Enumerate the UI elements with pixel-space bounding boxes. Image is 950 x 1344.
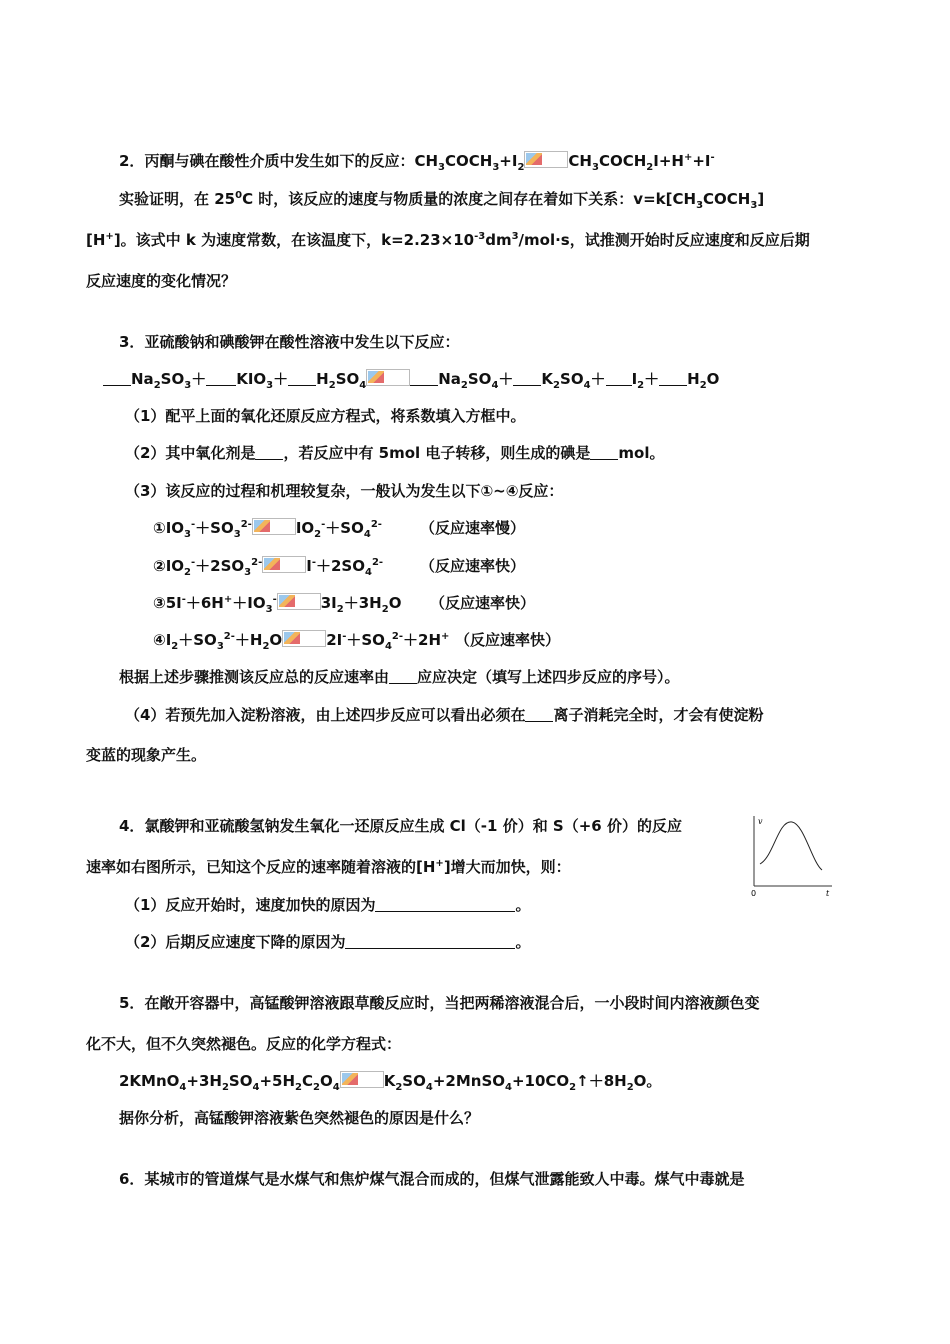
q3-reaction3: $③5I^-+6H^++IO_3^-$ $3I_2+3H_2O$ bbox=[153, 594, 402, 615]
reaction-arrow-image bbox=[282, 630, 326, 647]
q5-question: 据你分析，高锰酸钾溶液紫色突然褪色的原因是什么？ bbox=[119, 1109, 480, 1127]
q5-line1: 5．在敞开容器中，高锰酸钾溶液跟草酸反应时，当把两稀溶液混合后，一小段时间内溶液颜色变 bbox=[119, 994, 760, 1012]
rate-curve bbox=[760, 822, 822, 870]
q2-line1: 2．丙酮与碘在酸性介质中发生如下的反应：$CH_3COCH_3+I_2$ $CH_3COCH_2I+H^++I^-$ bbox=[119, 152, 715, 173]
rate-time-graph bbox=[748, 812, 836, 898]
q3-part4-cont: 变蓝的现象产生。 bbox=[86, 746, 207, 764]
q3-part4: （4）若预先加入淀粉溶液，由上述四步反应可以看出必须在 离子消耗完全时，才会有使淀粉 bbox=[125, 706, 764, 724]
q3-equation: $Na_2SO_3+ KIO_3+ H_2SO_4$ $Na_2SO_4+ K_2SO_4+ I_2+ H_2O$ bbox=[103, 369, 719, 389]
reaction-arrow-image bbox=[340, 1071, 384, 1088]
q3-reaction2-rate: （反应速率快） bbox=[420, 557, 526, 575]
reaction-arrow-image bbox=[366, 369, 410, 386]
q3-part2: （2）其中氧化剂是 ，若反应中有 5mol 电子转移，则生成的碘是 mol。 bbox=[125, 444, 665, 462]
q6-line1: 6．某城市的管道煤气是水煤气和焦炉煤气混合而成的，但煤气泄露能致人中毒。煤气中毒就是 bbox=[119, 1170, 745, 1188]
reaction-arrow-image bbox=[524, 151, 568, 168]
x-axis-label: t bbox=[826, 889, 830, 898]
q2-line2: 实验证明，在 $25^0C$ 时，该反应的速度与物质量的浓度之间存在着如下关系：$v=k[CH_3COCH_3]$ bbox=[119, 190, 765, 211]
q5-equation: $2KMnO_4+3H_2SO_4+5H_2C_2O_4$ $K_2SO_4+2MnSO_4+10CO_2↑+8H_2O$。 bbox=[119, 1072, 662, 1093]
y-axis-label: v bbox=[758, 817, 763, 826]
answer-blank[interactable] bbox=[345, 934, 515, 949]
q3-reaction1: $①IO_3^-+SO_3^{2-}$ $IO_2^-+SO_4^{2-}$ bbox=[153, 519, 382, 540]
reaction-arrow-image bbox=[252, 518, 296, 535]
q5-line2: 化不大，但不久突然褪色。反应的化学方程式： bbox=[86, 1035, 402, 1053]
q2-line3: [H+]。该式中 k 为速度常数，在该温度下，$k=2.23\times 10^{-3}dm^3/mol\cdot s$，试推测开始时反应速度和反应后期 bbox=[86, 231, 810, 249]
reaction-arrow-image bbox=[277, 593, 321, 610]
reaction-arrow-image bbox=[262, 556, 306, 573]
q2-number: 2． bbox=[119, 152, 145, 170]
q3-reaction4: $④I_2+SO_3^{2-}+H_2O$ $2I^-+SO_4^{2-}+2H^+$ bbox=[153, 631, 450, 652]
answer-blank[interactable] bbox=[375, 897, 515, 912]
q4-answer2: （2）后期反应速度下降的原因为 。 bbox=[125, 933, 531, 951]
origin-label: 0 bbox=[751, 889, 757, 898]
q2-line4: 反应速度的变化情况？ bbox=[86, 272, 237, 290]
q4-answer1: （1）反应开始时，速度加快的原因为 。 bbox=[125, 896, 531, 914]
q3-reaction4-rate: （反应速率快） bbox=[455, 631, 561, 649]
q3-part1: （1）配平上面的氧化还原反应方程式，将系数填入方框中。 bbox=[125, 407, 526, 425]
q3-reaction3-rate: （反应速率快） bbox=[430, 594, 536, 612]
q4-line2: 速率如右图所示，已知这个反应的速率随着溶液的[H+]增大而加快，则： bbox=[86, 858, 571, 876]
q3-part3: （3）该反应的过程和机理较复杂，一般认为发生以下①~④反应： bbox=[125, 482, 564, 500]
q3-reaction1-rate: （反应速率慢） bbox=[420, 519, 526, 537]
q3-conclusion: 根据上述步骤推测该反应总的反应速率由 应应决定（填写上述四步反应的序号）。 bbox=[119, 668, 680, 686]
q3-title: 3．亚硫酸钠和碘酸钾在酸性溶液中发生以下反应： bbox=[119, 333, 460, 351]
q4-line1: 4．氯酸钾和亚硫酸氢钠发生氧化一还原反应生成 Cl（-1 价）和 S（+6 价）的反应 bbox=[119, 817, 682, 835]
q3-reaction2: $②IO_2^-+2SO_3^{2-}$ $I^-+2SO_4^{2-}$ bbox=[153, 557, 384, 578]
